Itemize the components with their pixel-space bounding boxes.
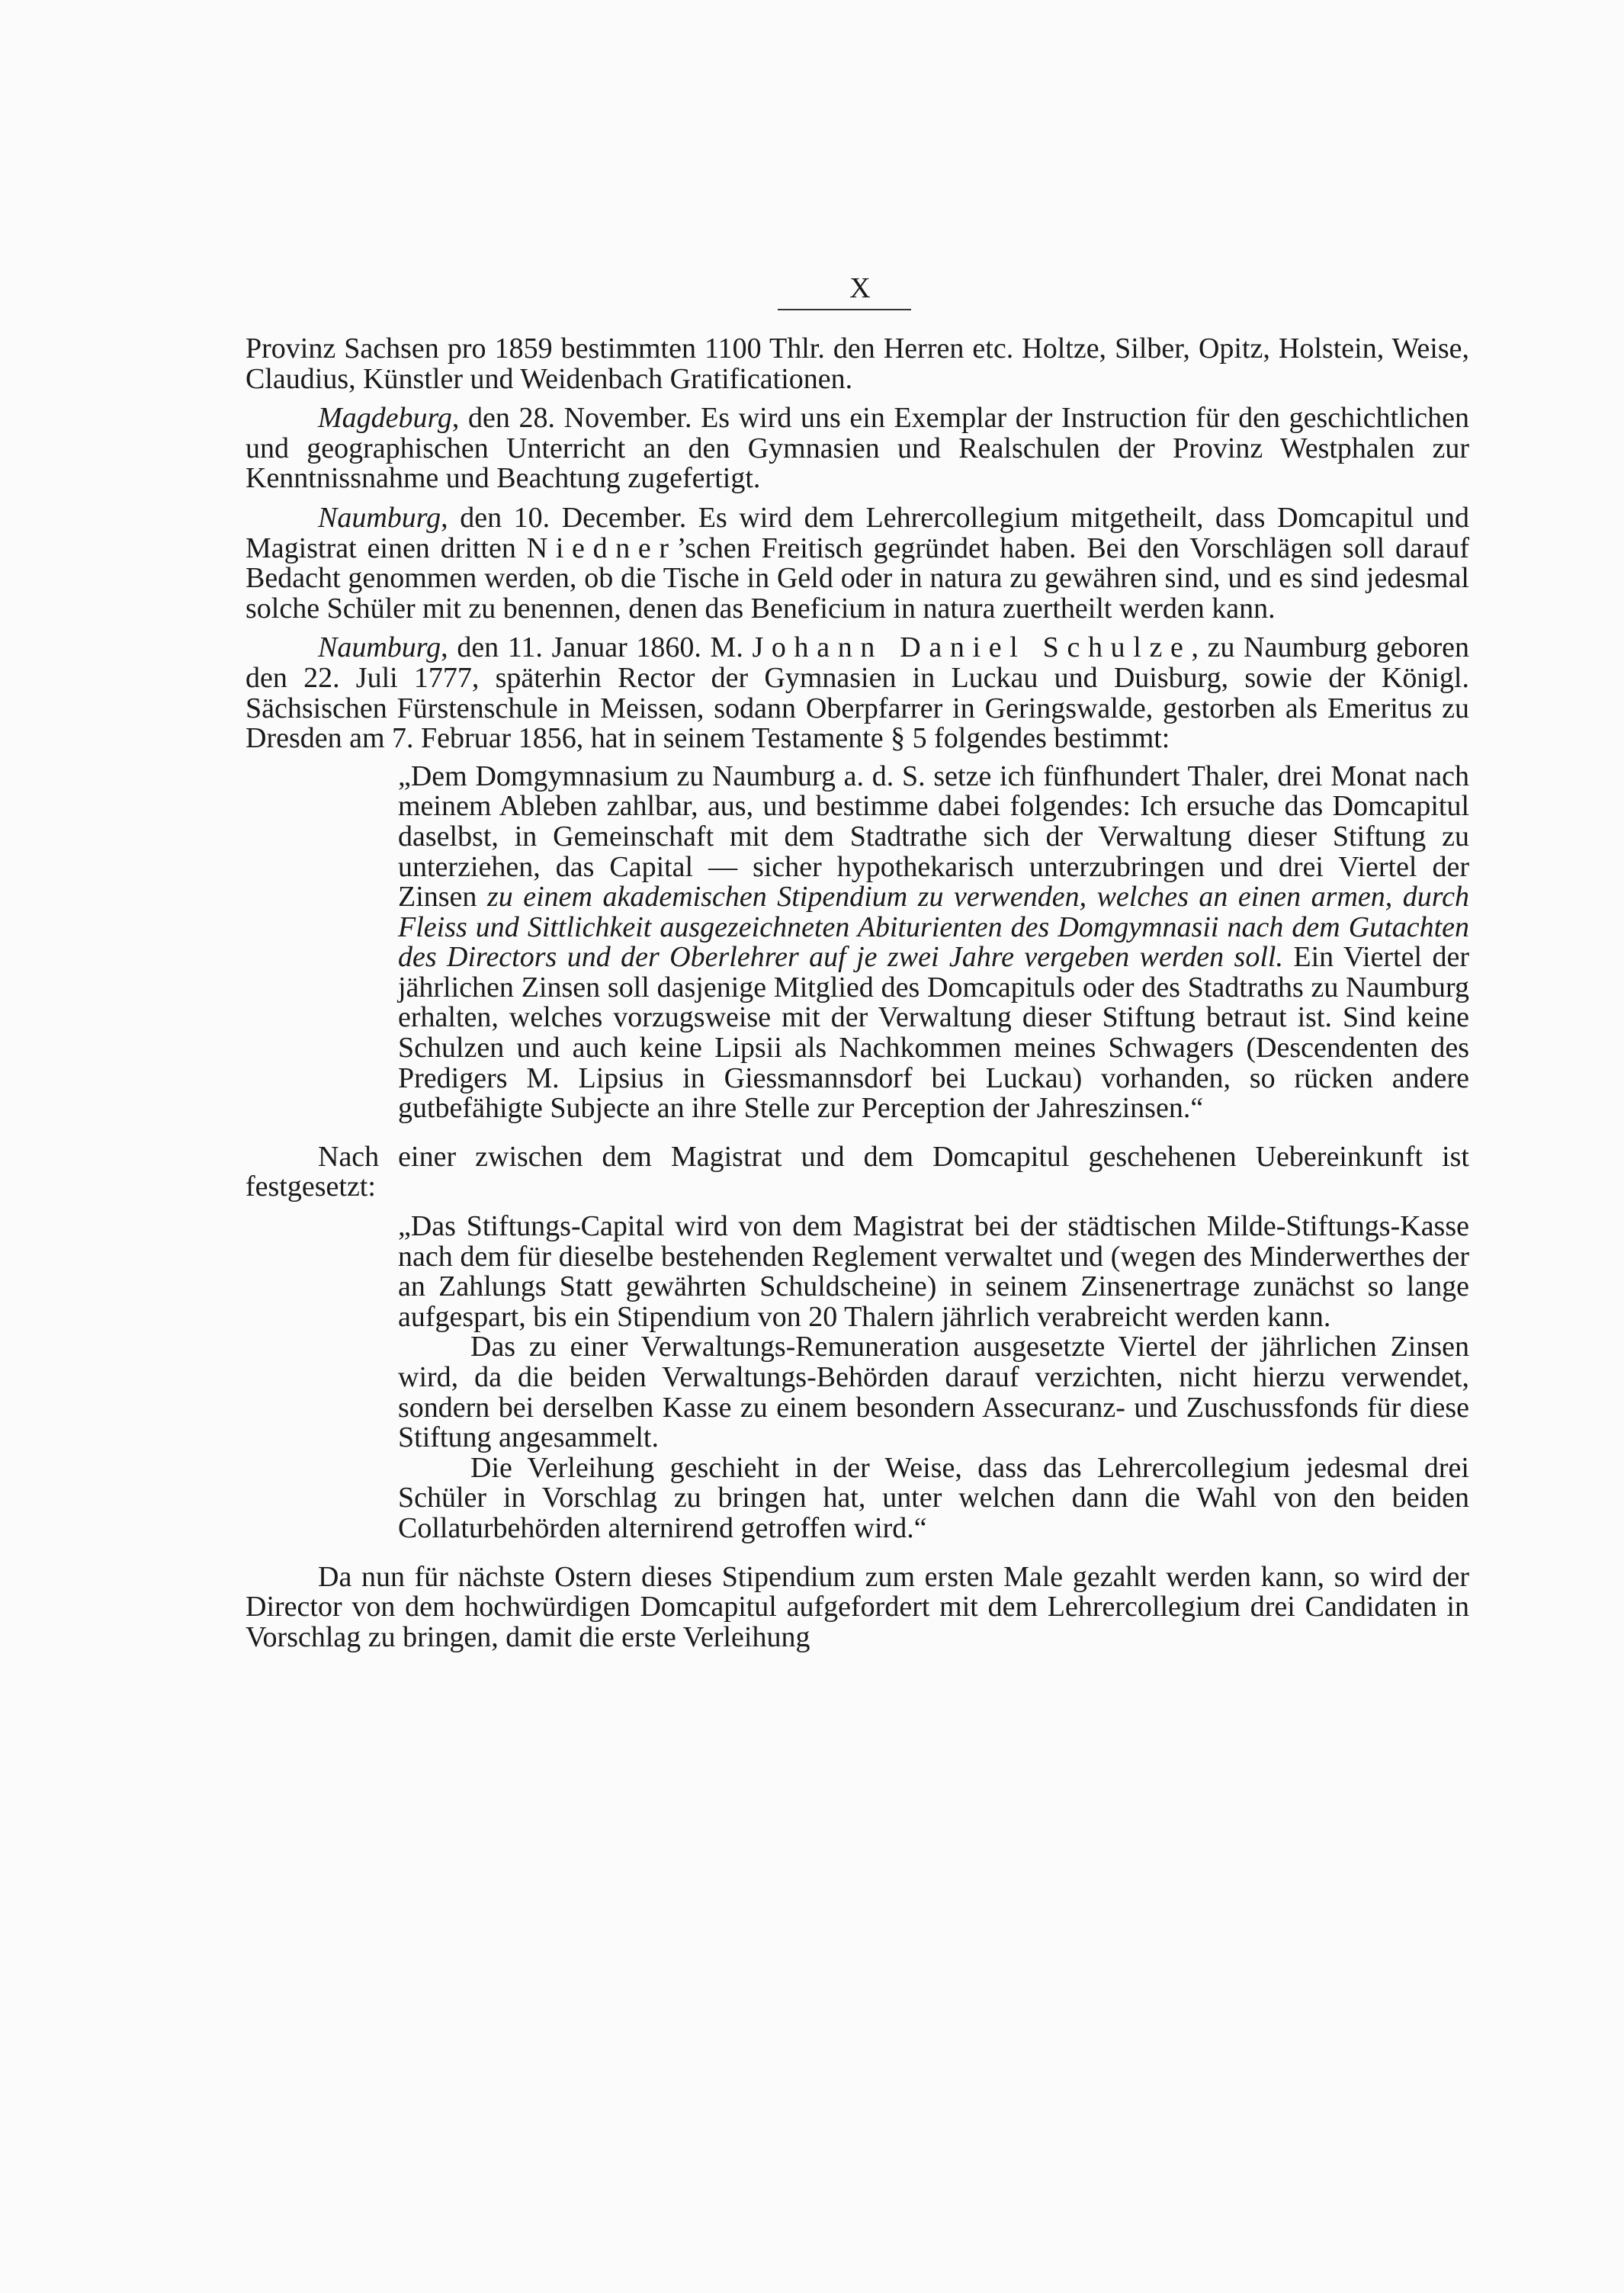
page-number: X [849, 272, 871, 304]
agreement-quote: „Das Stiftungs-Capital wird von dem Magistrat bei der städtischen Milde-Stiftungs-Kasse nach dem für dieselbe bestehenden Reglement verwaltet und (wegen des Minderwerthes der an Zahlungs Statt gewährten Schuldscheine) in seinem Zinsenertrage zunächst so lange aufgespart, bis ein Stipendium von 20 Thalern jährlich verabreicht werden kann. [398, 1210, 1469, 1333]
place-name: Magdeburg [318, 402, 452, 435]
quote-text: „Dem Domgymnasium zu Naumburg a. d. S. setze ich fünfhundert Thaler, drei Monat nach meinem Ableben zahlbar, aus, und bestimme dabei folgendes: Ich ersuche das Domcapitul daselbst, in Gemeinschaft mit dem Stadtrathe sich der Verwaltung dieser Stiftung zu unterziehen, das Capital — sicher hypothekarisch unterzubringen und drei Viertel der Zinsen [398, 760, 1469, 914]
paragraph: Nach einer zwischen dem Magistrat und dem Domcapitul geschehenen Uebereinkunft ist festgesetzt: [246, 1140, 1469, 1203]
quote-text: Ein Viertel der jährlichen Zinsen soll dasjenige Mitglied des Domcapituls oder des Stadtraths zu Naumburg erhalten, welches vorzugsweise mit der Verwaltung dieser Stiftung betraut ist. Sind keine Schulzen und auch keine Lipsii als Nachkommen meines Schwagers (Descendenten des Predigers M. Lipsius in Giessmannsdorf bei Luckau) vorhanden, so rücken andere gutbefähigte Subjecte an ihre Stelle zur Perception der Jahreszinsen.“ [398, 941, 1469, 1125]
paragraph: Provinz Sachsen pro 1859 bestimmten 1100 Thlr. den Herren etc. Holtze, Silber, Opitz, Holstein, Weise, Claudius, Künstler und Weidenbach Gratificationen. [246, 332, 1469, 395]
paragraph-text: , den 11. Januar 1860. M. [441, 631, 753, 664]
paragraph-text: , den 28. November. Es wird uns ein Exemplar der Instruction für den geschichtlichen und geographischen Unterricht an den Gymnasien und Realschulen der Provinz Westphalen zur Kenntnissnahme und Beachtung zugefertigt. [246, 402, 1469, 495]
paragraph: Da nun für nächste Ostern dieses Stipendium zum ersten Male gezahlt werden kann, so wird der Director von dem hochwürdigen Domcapitul aufgefordert mit dem Lehrercollegium drei Candidaten in Vorschlag zu bringen, damit die erste Verleihung [246, 1560, 1469, 1653]
body-text [246, 334, 1469, 1652]
paragraph [246, 403, 1469, 494]
paragraph-text: , den 10. December. Es wird dem Lehrercollegium mitgetheilt, dass Domcapitul und Magistrat einen dritten [246, 501, 1469, 564]
paragraph [246, 503, 1469, 624]
place-name: Naumburg [318, 631, 441, 664]
testament-quote [398, 762, 1469, 1124]
paragraph [246, 633, 1469, 753]
paragraph-text: , zu Naumburg geboren den 22. Juli 1777, späterhin Rector der Gymnasien in Luckau und Duisburg, sowie der Königl. Sächsischen Fürstenschule in Meissen, sodann Oberpfarrer in Geringswalde, gestorben als Emeritus zu Dresden am 7. Februar 1856, hat in seinem Testamente § 5 folgendes bestimmt: [246, 631, 1469, 755]
quote-italic-text: zu einem akademischen Stipendium zu verwenden, welches an einen armen, durch Fleiss und Sittlichkeit ausgezeichneten Abiturienten des Domgymnasii nach dem Gutachten des Directors und der Oberlehrer auf je zwei Jahre vergeben werden soll. [398, 881, 1469, 974]
header-rule [778, 309, 911, 310]
place-name: Naumburg [318, 501, 441, 534]
agreement-quote: Die Verleihung geschieht in der Weise, dass das Lehrercollegium jedesmal drei Schüler in Vorschlag zu bringen hat, unter welchen dann die Wahl von den beiden Collaturbehörden alternirend getroffen wird.“ [398, 1451, 1469, 1544]
paragraph-text: ’schen Freitisch gegründet haben. Bei den Vorschlägen soll darauf Bedacht genommen werden, ob die Tische in Geld oder in natura zu gewähren sind, und es sind jedesmal solche Schüler mit zu benennen, denen das Beneficium in natura zuertheilt werden kann. [246, 532, 1469, 625]
person-name: Johann Daniel Schulze [752, 631, 1192, 664]
agreement-quote: Das zu einer Verwaltungs-Remuneration ausgesetzte Viertel der jährlichen Zinsen wird, da die beiden Verwaltungs-Behörden darauf verzichten, nicht hierzu verwendet, sondern bei derselben Kasse zu einem besondern Assecuranz- und Zuschussfonds für diese Stiftung angesammelt. [398, 1331, 1469, 1454]
person-name: Niedner [526, 532, 677, 564]
